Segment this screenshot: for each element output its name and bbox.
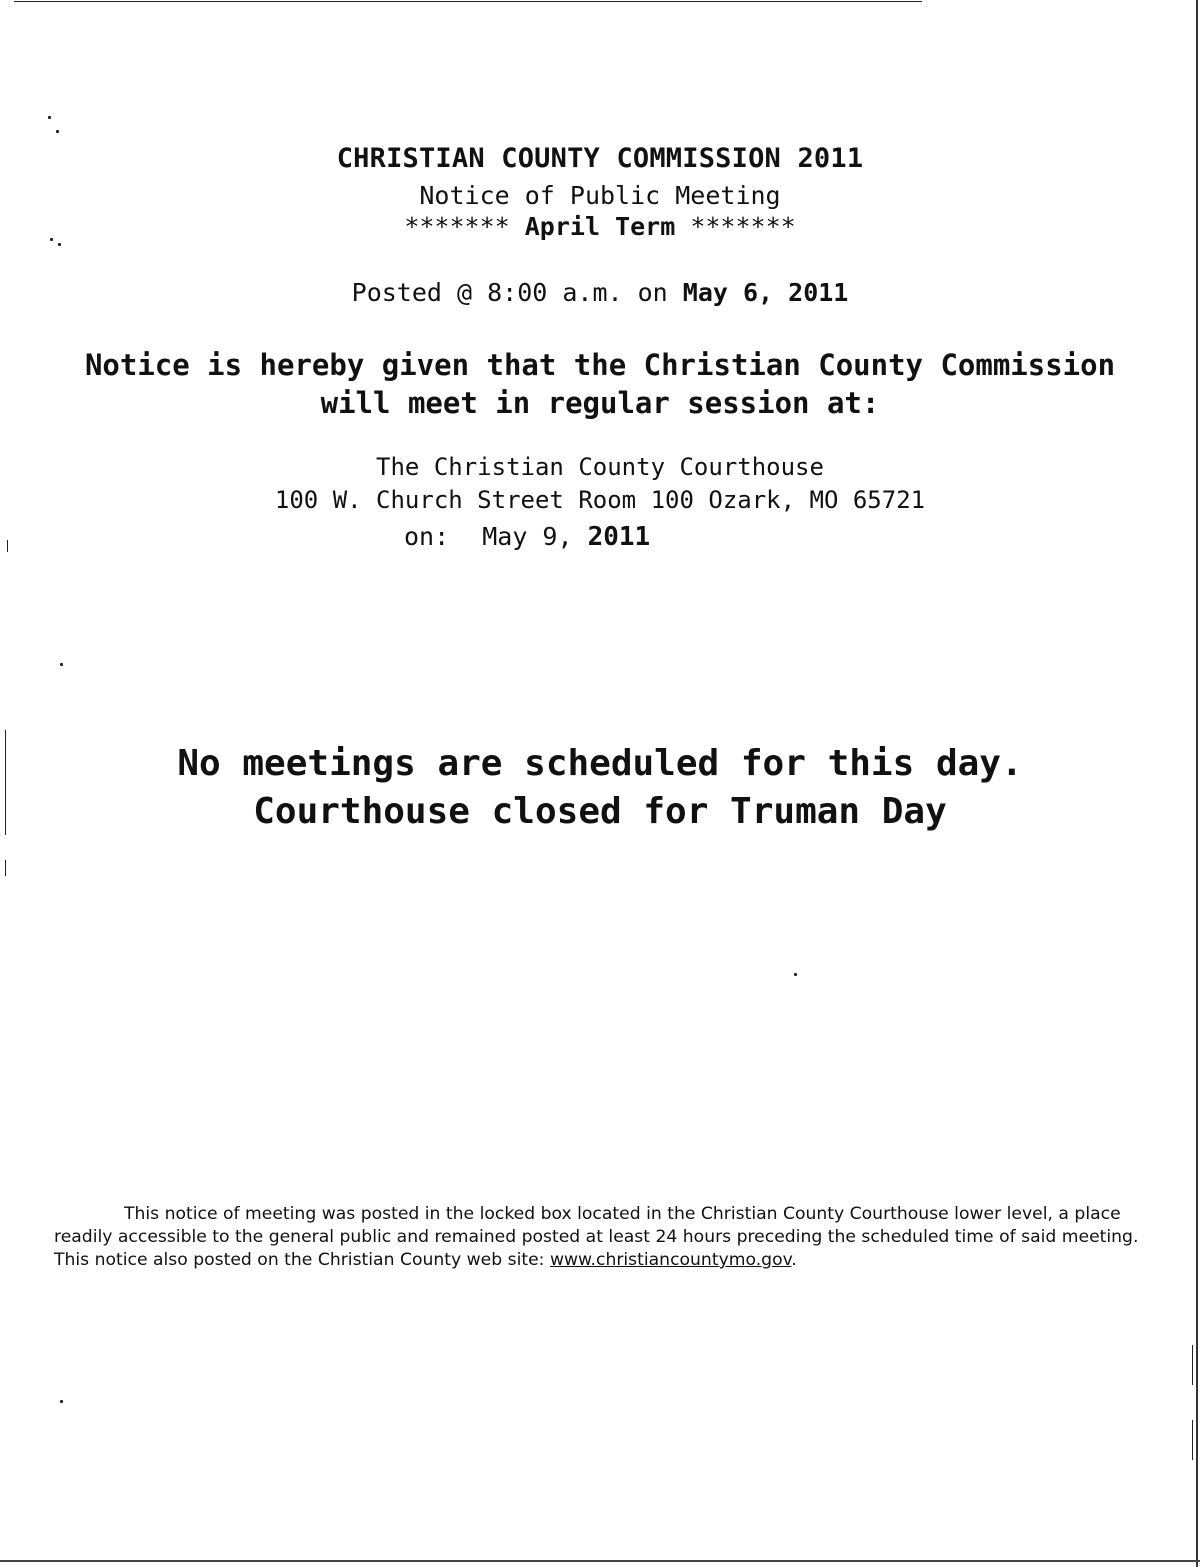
closure-announcement [0,740,1200,836]
scan-edge-bottom [0,1560,1200,1562]
term-stars-right: ******* [690,212,796,241]
scan-mark [7,540,8,552]
meeting-date-label: on: [404,522,450,551]
posting-statement-end: . [791,1250,797,1270]
scan-speck [794,973,797,976]
scan-speck [60,663,63,666]
meeting-date-year: 2011 [587,522,651,552]
posted-prefix: Posted @ 8:00 a.m. on [351,278,668,307]
scan-speck [60,1400,63,1403]
scan-mark [5,860,6,876]
scan-mark [1192,1420,1193,1460]
announcement-line-1: No meetings are scheduled for this day. [177,743,1023,784]
term-stars-left: ******* [404,212,510,241]
county-website-link[interactable]: www.christiancountymo.gov [549,1250,792,1270]
intro-line-1: Notice is hereby given that the Christian County Commission [84,348,1116,382]
document-title: CHRISTIAN COUNTY COMMISSION 2011 [336,143,864,174]
location-name: The Christian County Courthouse [376,453,824,481]
term-line [0,212,1200,241]
scan-speck [56,130,59,133]
meeting-date-line [404,522,650,552]
meeting-date-month-day: May 9, [482,522,573,551]
location-address: 100 W. Church Street Room 100 Ozark, MO 65721 [274,486,926,514]
announcement-line-2: Courthouse closed for Truman Day [253,791,947,832]
document-subtitle: Notice of Public Meeting [419,181,781,210]
intro-line-2: will meet in regular session at: [320,386,880,420]
intro-paragraph [0,346,1200,422]
posting-statement [54,1203,1154,1272]
posted-line [0,278,1200,307]
scan-speck [48,116,51,119]
scan-edge-top [14,1,922,2]
posting-statement-text: This notice of meeting was posted in the locked box located in the Christian County Courthouse lower level, a place readily accessible to the general public and remained posted at least 24 hours preceding the scheduled time of said meeting. This notice also posted on the Christian County web site: [54,1204,1139,1270]
scan-mark [1192,1345,1193,1385]
posted-date: May 6, 2011 [682,278,849,307]
term-label: April Term [524,212,676,241]
scan-speck [58,243,61,246]
